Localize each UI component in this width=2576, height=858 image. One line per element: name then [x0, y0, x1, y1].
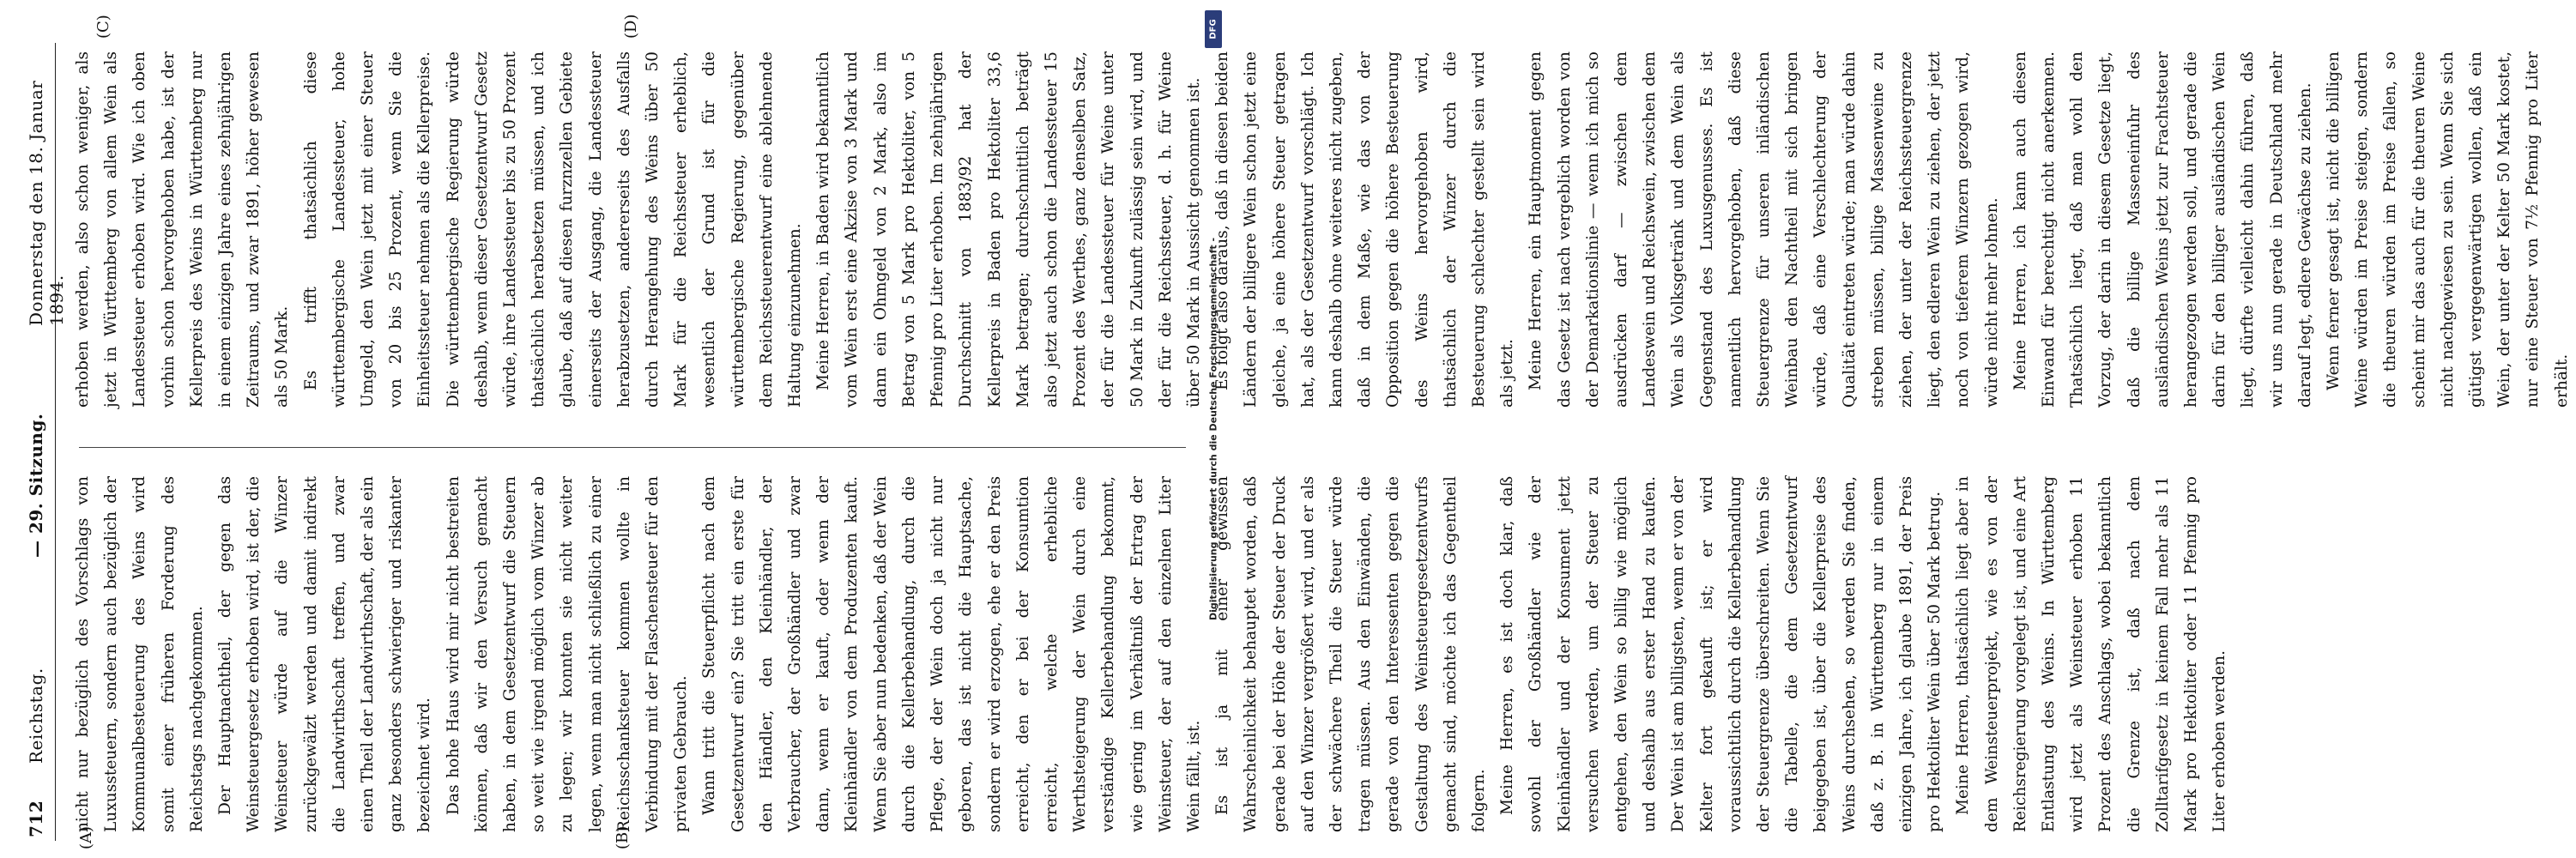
paragraph: Wenn ferner gesagt ist, nicht die billigen Weine würden im Preise steigen, sondern die theuren würden im Preise fallen, so scheint mir das auch für die theuren Weine nicht nachgewiesen zu sein. Wenn Sie sich gütigst vergegenwärtigen wollen, daß ein Wein, der unter der Kelter 50 Mark kostet, nur eine Steuer von 7½ Pfennig pro Liter erhält. [2325, 51, 2571, 408]
margin-marker-c: (C) [94, 15, 112, 39]
text-column-right [69, 51, 2571, 408]
paragraph: Meine Herren, thatsächlich liegt aber in dem Weinsteuerprojekt, wie es von der Reichsregierung vorgelegt ist, und eine Art Entlastung des Weins. In Württemberg wird jetzt als Weinsteuer erhoben 11 Prozent des Anschlags, wobei bekanntlich die Grenze ist, daß nach dem Zolltarifgesetz in keinem Fall mehr als 11 Mark pro Hektoliter oder 11 Pfennig pro Liter erhoben werden. [1954, 476, 2229, 832]
header-date: Donnerstag den 18. Januar 1894. [26, 80, 67, 326]
paragraph: Meine Herren, ein Hauptmoment gegen das Gesetz ist nach vergeblich worden von der Demarkationslinie — wenn ich mich so ausdrücken darf — zwischen dem Landeswein und Reichswein, zwischen dem Wein als Volksgetränk und dem Wein als Gegenstand des Luxusgenusses. Es ist namentlich hervorgehoben, daß diese Steuergrenze für unseren inländischen Weinbau den Nachtheil mit sich bringen würde, daß eine Verschlechterung der Qualität eintreten würde; man würde dahin streben müssen, billige Massenweine zu ziehen, der unter der Reichssteuergrenze liegt, den edleren Wein zu ziehen, der jetzt noch von tieferem Winzern gezogen wird, würde nicht mehr lohnen. [1527, 51, 2001, 408]
paragraph: Meine Herren, in Baden wird bekanntlich vom Wein erst eine Akzise von 3 Mark und dann ein Ohmgeld von 2 Mark, also im Betrag von 5 Mark pro Hektoliter, von 5 Pfennig pro Liter erhoben. Im zehnjährigen Durchschnitt von 1883/92 hat der Kellerpreis in Baden pro Hektoliter 33,6 Mark betragen; durchschnittlich beträgt also jetzt auch schon die Landessteuer 15 Prozent des Werthes, ganz denselben Satz, der für die Landessteuer für Weine unter 50 Mark in Zukunft zulässig sein wird, und der für die Reichssteuer, d. h. für Weine über 50 Mark in Aussicht genommen ist. [814, 51, 1203, 408]
digitization-credit: Digitalisierung gefördert durch die Deutsche Forschungsgemeinschaft - [1207, 237, 1219, 621]
paragraph: Meine Herren, es ist doch klar, daß sowohl der Großhändler wie der Kleinhändler und der Konsument jetzt versuchen werden, um der Steuer zu entgehen, den Wein so billig wie möglich und deshalb aus erster Hand zu kaufen. Der Wein ist am billigsten, wenn er von der Kelter fort gekauft ist; er wird voraussichtlich durch die Kellerbehandlung der Steuergrenze überschreiten. Wenn Sie die Tabelle, die dem Gesetzentwurf beigegeben ist, über die Kellerpreise des Weins durchsehen, so werden Sie finden, daß z. B. in Württemberg nur in einem einzigen Jahre, ich glaube 1891, der Preis pro Hektoliter Wein über 50 Mark betrug. [1498, 476, 1944, 832]
paragraph: erhoben werden, also schon weniger, als jetzt in Württemberg von allem Wein als Landessteuer erhoben wird. Wie ich oben vorhin schon hervorgehoben habe, ist der Kellerpreis des Weins in Württemberg nur in einem einzigen Jahre eines zehnjährigen Zeitraums, und zwar 1891, höher gewesen als 50 Mark. [74, 51, 292, 408]
running-header [21, 43, 67, 841]
dfg-logo [1205, 10, 1222, 48]
paragraph: Es trifft thatsächlich diese württembergische Landessteuer, hohe Umgeld, den Wein jetzt mit einer Steuer von 20 bis 25 Prozent, wenn Sie die Einheitssteuer nehmen als die Kellerpreise. Die württembergische Regierung würde deshalb, wenn dieser Gesetzentwurf Gesetz würde, ihre Landessteuer bis zu 50 Prozent thatsächlich herabsetzen müssen, und ich glaube, daß auf diesen furznzellen Gebiete einerseits der Ausgang, die Landessteuer herabzusetzen, andererseits des Ausfalls durch Herangehung des Weins über 50 Mark für die Reichssteuer erheblich, wesentlich der Grund ist für die württembergische Regierung, gegenüber dem Reichssteuerentwurf eine ablehnende Haltung einzunehmen. [301, 51, 805, 408]
paragraph: nicht nur bezüglich des Vorschlags von Luxussteuern, sondern auch bezüglich der Kommunalbesteuerung des Weins wird somit einer früheren Forderung des Reichstags nachgekommen. [74, 476, 206, 832]
margin-marker-b: (B) [614, 825, 632, 849]
text-column-left [69, 476, 2229, 832]
margin-marker-d: (D) [622, 14, 640, 39]
header-publication: Reichstag. [26, 668, 46, 764]
page-number: 712 [26, 800, 46, 837]
dfg-logo-text: DFG [1208, 19, 1218, 39]
paragraph: Meine Herren, ich kann auch diesen Einwand für berechtigt nicht anerkennen. Thatsächlich liegt, daß man wohl den Vorzug, der darin in diesem Gesetze liegt, daß die billige Masseneinfuhr des ausländischen Weins jetzt zur Frachtsteuer herangezogen werden soll, und gerade die darin für den billiger ausländischen Wein liegt, dürfte vielleicht dahin führen, daß wir uns nun gerade in Deutschland mehr darauf legt, edlere Gewächse zu ziehen. [2011, 51, 2314, 408]
paragraph: Es folgt also daraus, daß in diesen beiden Ländern der billigere Wein schon jetzt eine gleiche, ja eine höhere Steuer getragen hat, als der Gesetzentwurf vorschlägt. Ich kann deshalb ohne weiteres nicht zugeben, daß in dem Maße, wie das von der Opposition gegen die höhere Besteuerung des Weins hervorgehoben wird, thatsächlich der Winzer durch die Besteuerung schlechter gestellt sein wird als jetzt. [1213, 51, 1517, 408]
paragraph: Das hohe Haus wird mir nicht bestreiten können, daß wir den Versuch gemacht haben, in dem Gesetzentwurf die Steuern so weit wie irgend möglich vom Winzer ab zu legen; wir konnten sie nicht weiter legen, wenn man nicht schließlich zu einer Reichsschanksteuer kommen wollte in Verbindung mit der Flaschensteuer für den privaten Gebrauch. [444, 476, 691, 832]
margin-marker-a: (A) [77, 825, 95, 849]
paragraph: Wann tritt die Steuerpflicht nach dem Gesetzentwurf ein? Sie tritt ein erste für den Händler, den Kleinhändler, der Verbraucher, der Großhändler und zwar dann, wenn er kauft, oder wenn der Kleinhändler von dem Produzenten kauft. Wenn Sie aber nun bedenken, daß der Wein durch die Kellerbehandlung, durch die Pflege, der der Wein doch ja nicht nur geboren, das ist nicht die Hauptsache, sondern er wird erzogen, ehe er den Preis erreicht, den er bei der Konsumtion erreicht, welche erhebliche Werthsteigerung der Wein durch eine verständige Kellerbehandlung bekommt, wie gering im Verhältniß der Ertrag der Weinsteuer, der auf den einzelnen Liter Wein fällt, ist. [700, 476, 1203, 832]
header-session: — 29. Sitzung. [26, 413, 46, 558]
column-divider [79, 447, 1186, 448]
digitization-credit-strip [1198, 0, 1229, 858]
paragraph: Es ist ja mit einer gewissen Wahrscheinlichkeit behauptet worden, daß gerade bei der Höhe der Steuer der Druck auf den Winzer vergrößert wird, und er als der schwächere Theil die Steuer würde tragen müssen. Aus den Einwänden, die gerade von den Interessenten gegen die Gestaltung des Weinsteuergesetzentwurfs gemacht sind, möchte ich das Gegentheil folgern. [1213, 476, 1488, 832]
paragraph: Der Hauptnachtheil, der gegen das Weinsteuergesetz erhoben wird, ist der, die Weinsteuer würde auf die Winzer zurückgewälzt werden und damit indirekt die Landwirthschaft treffen, und zwar einen Theil der Landwirthschaft, der als ein ganz besonders schwieriger und riskanter bezeichnet wird. [216, 476, 434, 832]
